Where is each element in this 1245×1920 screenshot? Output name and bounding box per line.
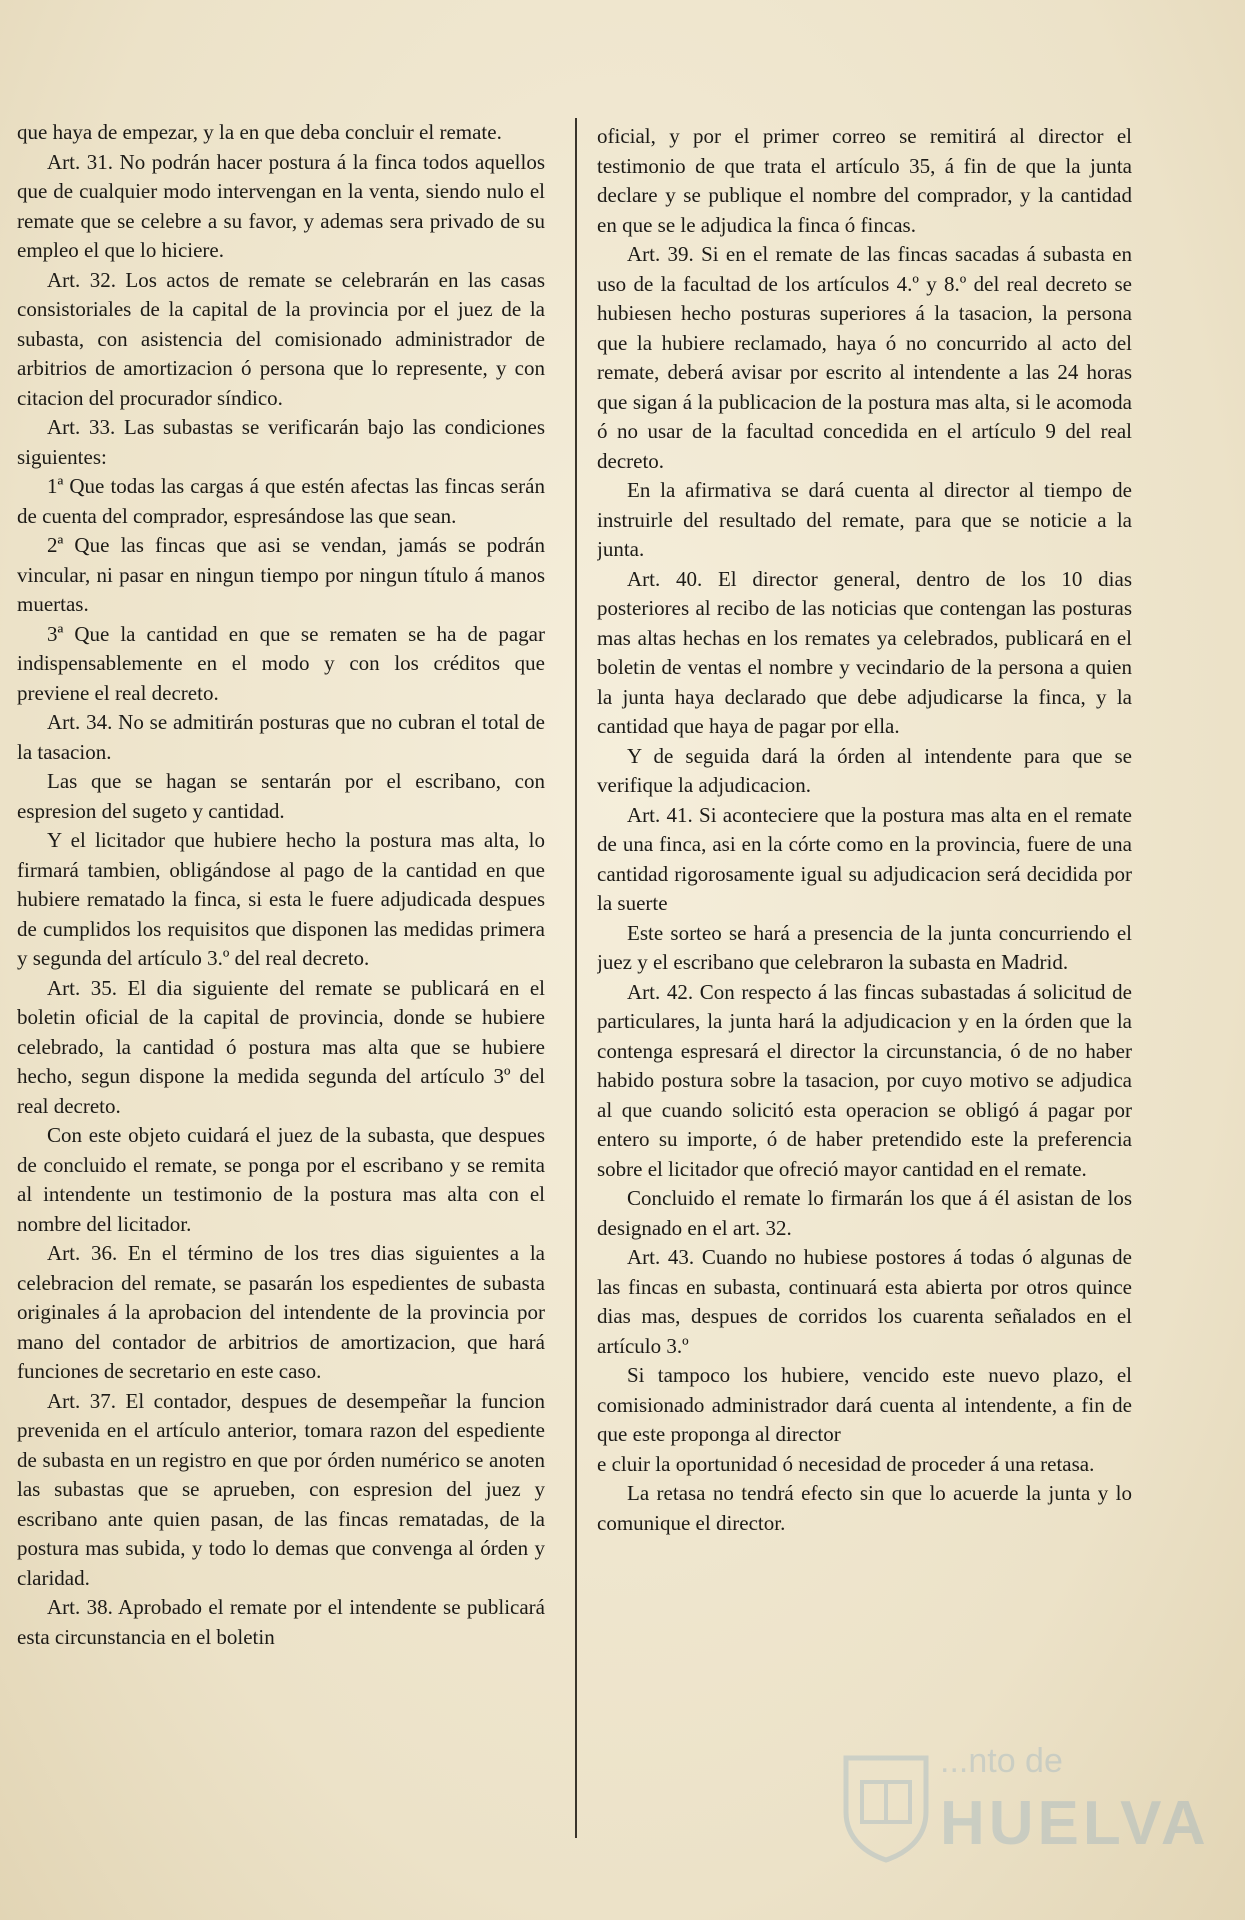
paragraph: Art. 43. Cuando no hubiese postores á todas ó algunas de las fincas en subasta, continuará esta abierta por otros quince dias mas, despues de corridos los cuarenta señalados en el artículo 3.º: [597, 1245, 1132, 1358]
paragraph: 1ª Que todas las cargas á que estén afectas las fincas serán de cuenta del comprador, espresándose las que sean.: [17, 474, 545, 528]
paragraph: Art. 34. No se admitirán posturas que no cubran el total de la tasacion.: [17, 710, 545, 764]
paragraph: Art. 38. Aprobado el remate por el intendente se publicará esta circunstancia en el boletin: [17, 1595, 545, 1649]
paragraph: Art. 32. Los actos de remate se celebrarán en las casas consistoriales de la capital de la provincia por el juez de la subasta, con asistencia del comisionado administrador de arbitrios de amortizacion ó persona que lo represente, y con citacion del procurador síndico.: [17, 267, 545, 410]
paragraph: Art. 40. El director general, dentro de los 10 dias posteriores al recibo de las noticias que contengan las posturas mas altas hechas en los remates ya celebrados, publicará en el boletin de ventas el nombre y vecindario de la persona a quien la junta haya declarado que debe adjudicarse la finca, y la cantidad que haya de pagar por ella.: [597, 566, 1132, 738]
left-column: [17, 118, 545, 1898]
paragraph: Art. 31. No podrán hacer postura á la finca todos aquellos que de cualquier modo intervengan en la venta, siendo nulo el remate que se celebre a su favor, y ademas sera privado de su empleo el que lo hiciere.: [17, 149, 545, 262]
column-divider: [575, 118, 577, 1838]
right-column: [597, 122, 1132, 1902]
paragraph: En la afirmativa se dará cuenta al director al tiempo de instruirle del resultado del remate, para que se noticie a la junta.: [597, 478, 1132, 561]
paragraph: Con este objeto cuidará el juez de la subasta, que despues de concluido el remate, se ponga por el escribano y se remita al intendente un testimonio de la postura mas alta con el nombre del licitador.: [17, 1123, 545, 1236]
watermark-main-text: HUELVA: [940, 1789, 1210, 1858]
paragraph: Este sorteo se hará a presencia de la junta concurriendo el juez y el escribano que celebraron la subasta en Madrid.: [597, 920, 1132, 974]
paragraph: e cluir la oportunidad ó necesidad de proceder á una retasa.: [597, 1451, 1095, 1476]
paragraph: 2ª Que las fincas que asi se vendan, jamás se podrán vincular, ni pasar en ningun tiempo por ningun título á manos muertas.: [17, 533, 545, 616]
paragraph: Art. 36. En el término de los tres dias siguientes a la celebracion del remate, se pasarán los espedientes de subasta originales á la aprobacion del intendente de la provincia por mano del contador de arbitrios de amortizacion, que hará funciones de secretario en este caso.: [17, 1241, 545, 1383]
paragraph: Si tampoco los hubiere, vencido este nuevo plazo, el comisionado administrador dará cuenta al intendente, a fin de que este proponga al director: [597, 1363, 1132, 1446]
paragraph: 3ª Que la cantidad en que se rematen se ha de pagar indispensablemente en el modo y con los créditos que previene el real decreto.: [17, 621, 545, 705]
paragraph: Art. 37. El contador, despues de desempeñar la funcion prevenida en el artículo anterior, tomara razon del espediente de subasta en un registro en que por órden numérico se anoten las subastas que se aprueben, con espresion del juez y escribano ante quien pasan, de las fincas rematadas, de la postura mas subida, y todo lo demas que convenga al órden y claridad.: [17, 1388, 545, 1590]
watermark-top-text: ...nto de: [940, 1742, 1063, 1780]
paragraph: Concluido el remate lo firmarán los que á él asistan de los designado en el art. 32.: [597, 1186, 1132, 1240]
paragraph: La retasa no tendrá efecto sin que lo acuerde la junta y lo comunique el director.: [597, 1481, 1132, 1535]
paragraph: Art. 41. Si aconteciere que la postura mas alta en el remate de una finca, asi en la córte como en la provincia, fuere de una cantidad rigorosamente igual su adjudicacion será decidida por la suerte: [597, 802, 1132, 915]
paragraph: Art. 39. Si en el remate de las fincas sacadas á subasta en uso de la facultad de los artículos 4.º y 8.º del real decreto se hubiesen hecho posturas superiores á la tasacion, la persona que la hubiere reclamado, haya ó no concurrido al acto del remate, deberá avisar por escrito al intendente a las 24 horas que sigan á la publicacion de la postura mas alta, si le acomoda ó no usar de la facultad concedida en el artículo 9 del real decreto.: [597, 242, 1132, 473]
paragraph: Art. 35. El dia siguiente del remate se publicará en el boletin oficial de la capital de provincia, donde se hubiere celebrado, la cantidad ó postura mas alta que se hubiere hecho, segun dispone la medida segunda del artículo 3º del real decreto.: [17, 975, 545, 1118]
shield-icon: [840, 1752, 932, 1864]
paragraph: oficial, y por el primer correo se remitirá al director el testimonio de que trata el artículo 35, á fin de que la junta declare y se publique el nombre del comprador, y la cantidad en que se le adjudica la finca ó fincas.: [597, 124, 1132, 237]
paragraph: Y el licitador que hubiere hecho la postura mas alta, lo firmará tambien, obligándose al pago de la cantidad en que hubiere rematado la finca, si esta le fuere adjudicada despues de cumplidos los requisitos que disponen las medidas primera y segunda del artículo 3.º del real decreto.: [17, 828, 545, 970]
paragraph: Art. 33. Las subastas se verificarán bajo las condiciones siguientes:: [17, 415, 545, 469]
paragraph: Y de seguida dará la órden al intendente para que se verifique la adjudicacion.: [597, 743, 1132, 797]
paragraph: Art. 42. Con respecto á las fincas subastadas á solicitud de particulares, la junta hará la adjudicacion y en la órden que la contenga espresará el director la circunstancia, ó de no haber habido postura sobre la tasacion, por cuyo motivo se adjudica al que cuando solicitó esta operacion se obligó á pagar por entero su importe, ó de haber pretendido este la preferencia sobre el licitador que ofreció mayor cantidad en el remate.: [597, 979, 1132, 1181]
paragraph: que haya de empezar, y la en que deba concluir el remate.: [17, 120, 502, 144]
paragraph: Las que se hagan se sentarán por el escribano, con espresion del sugeto y cantidad.: [17, 769, 545, 823]
archive-watermark: [840, 1732, 1240, 1882]
